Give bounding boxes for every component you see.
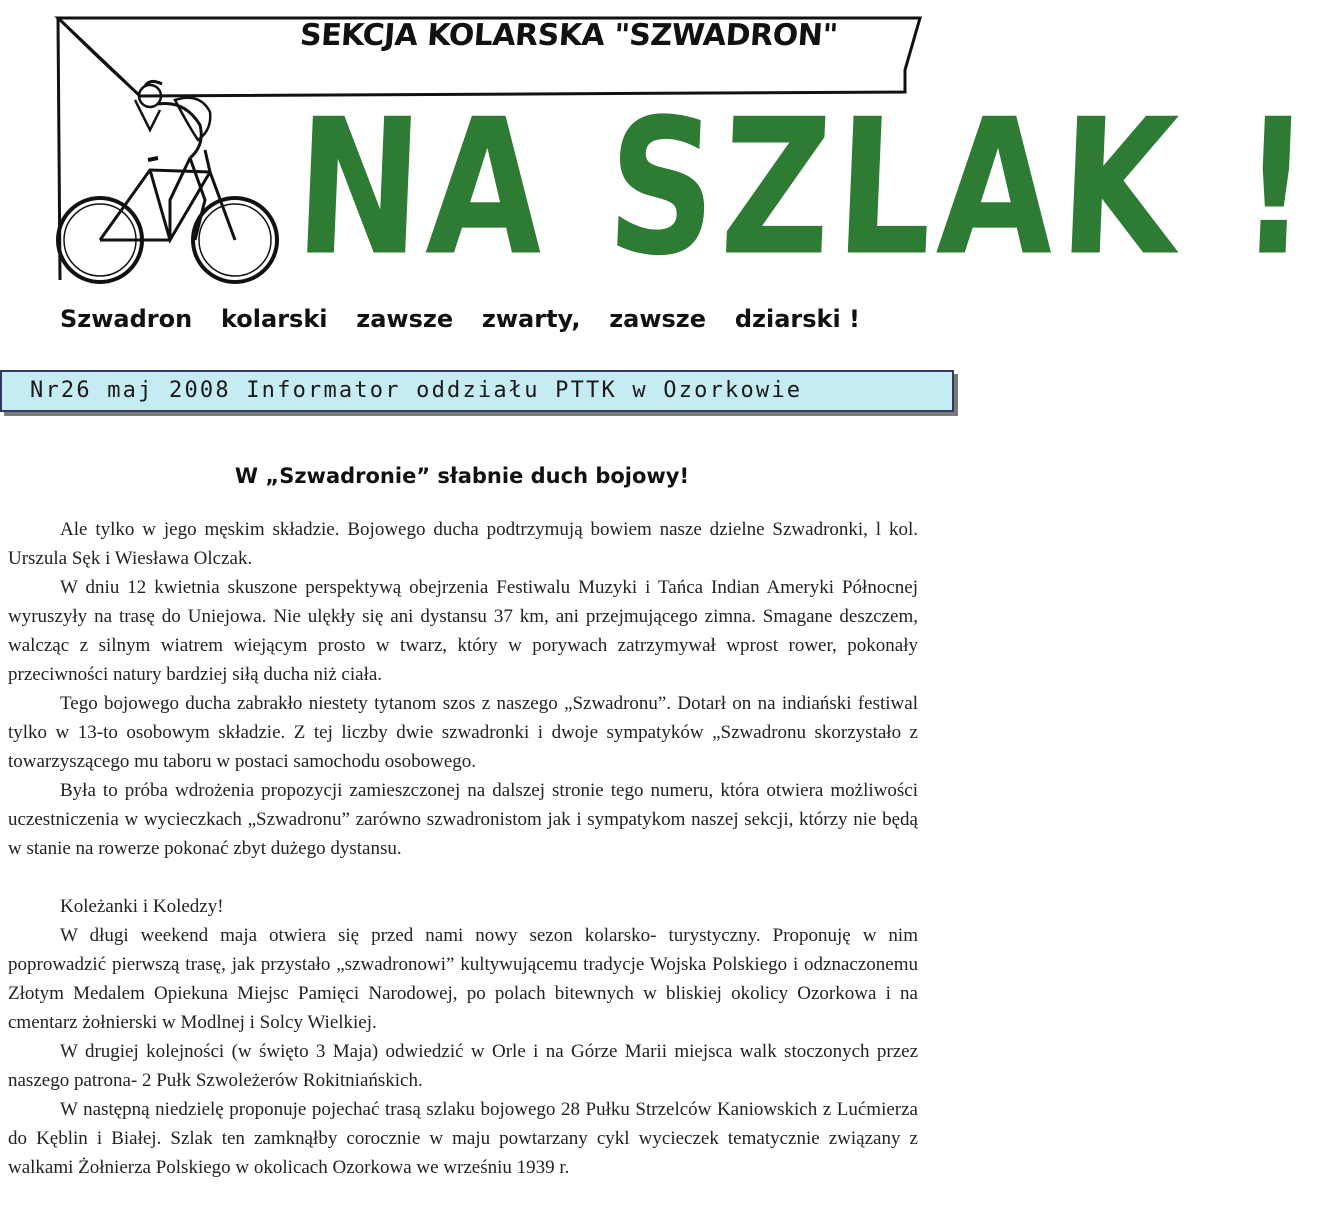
slogan-word: zawsze [609, 305, 707, 333]
issue-info-text: Nr26 maj 2008 Informator oddziału PTTK w Ozorkowie [30, 378, 803, 403]
article-paragraph: W drugiej kolejności (w święto 3 Maja) odwiedzić w Orle i na Górze Marii miejsca walk stoczonych przez naszego patrona- 2 Pułk Szwoleżerów Rokitniańskich. [8, 1041, 918, 1091]
issue-info-box [0, 370, 954, 412]
paragraph-spacer [8, 863, 918, 892]
article-paragraph: Tego bojowego ducha zabrakło niestety tytanom szos z naszego „Szwadronu”. Dotarł on na indiański festiwal tylko w 13-to osobowym składzie. Z tej liczby dwie szwadronki i dwoje sympatyków „Szwadronu skorzystało z towarzyszącego mu taboru w postaci samochodu osobowego. [8, 693, 918, 772]
article-paragraph: W długi weekend maja otwiera się przed nami nowy sezon kolarsko- turystyczny. Proponuję w nim poprowadzić pierwszą trasę, jak przystało „szwadronowi” kultywującemu tradycje Wojska Polskiego i odznaczonemu Złotym Medalem Opiekuna Miejsc Pamięci Narodowej, po polach bitewnych w bliskiej okolicy Ozorkowa i na cmentarz żołnierski w Modlnej i Solcy Wielkiej. [8, 925, 918, 1033]
masthead [0, 0, 1320, 350]
newsletter-title: NA SZLAK ! [291, 80, 1320, 298]
article-paragraph: Ale tylko w jego męskim składzie. Bojowego ducha podtrzymują bowiem nasze dzielne Szwadronki, l kol. Urszula Sęk i Wiesława Olczak. [8, 519, 918, 569]
slogan-word: Szwadron [60, 305, 193, 333]
article-title: W „Szwadronie” słabnie duch bojowy! [234, 464, 690, 488]
article-body [8, 515, 918, 1182]
section-banner-text: SEKCJA KOLARSKA "SZWADRON" [298, 18, 839, 53]
article-paragraph: Była to próba wdrożenia propozycji zamieszczonej na dalszej stronie tego numeru, która otwiera możliwości uczestniczenia w wycieczkach „Szwadronu” zarówno szwadronistom jak i sympatykom naszej sekcji, którzy nie będą w stanie na rowerze pokonać zbyt dużego dystansu. [8, 780, 918, 859]
article-paragraph: Koleżanki i Koledzy! [60, 896, 224, 917]
slogan-word: kolarski [220, 305, 328, 333]
slogan-word: zawsze [356, 305, 454, 333]
article-paragraph: W dniu 12 kwietnia skuszone perspektywą obejrzenia Festiwalu Muzyki i Tańca Indian Ameryki Północnej wyruszyły na trasę do Uniejowa. Nie ulękły się ani dystansu 37 km, ani przejmującego zimna. Smagane deszczem, walcząc z silnym wiatrem wiejącym prosto w twarz, który w porywach zatrzymywał wprost rower, pokonały przeciwności natury bardziej siłą ducha niż ciała. [8, 577, 918, 685]
article-paragraph: W następną niedzielę proponuje pojechać trasą szlaku bojowego 28 Pułku Strzelców Kaniowskich z Lućmierza do Kęblin i Białej. Szlak ten zamknąłby corocznie w maju powtarzany cykl wycieczek tematycznie związany z walkami Żołnierza Polskiego w okolicach Ozorkowa we wrześniu 1939 r. [8, 1099, 918, 1178]
slogan-word: zwarty, [481, 305, 581, 333]
slogan [60, 305, 860, 333]
slogan-word: dziarski ! [734, 305, 860, 333]
